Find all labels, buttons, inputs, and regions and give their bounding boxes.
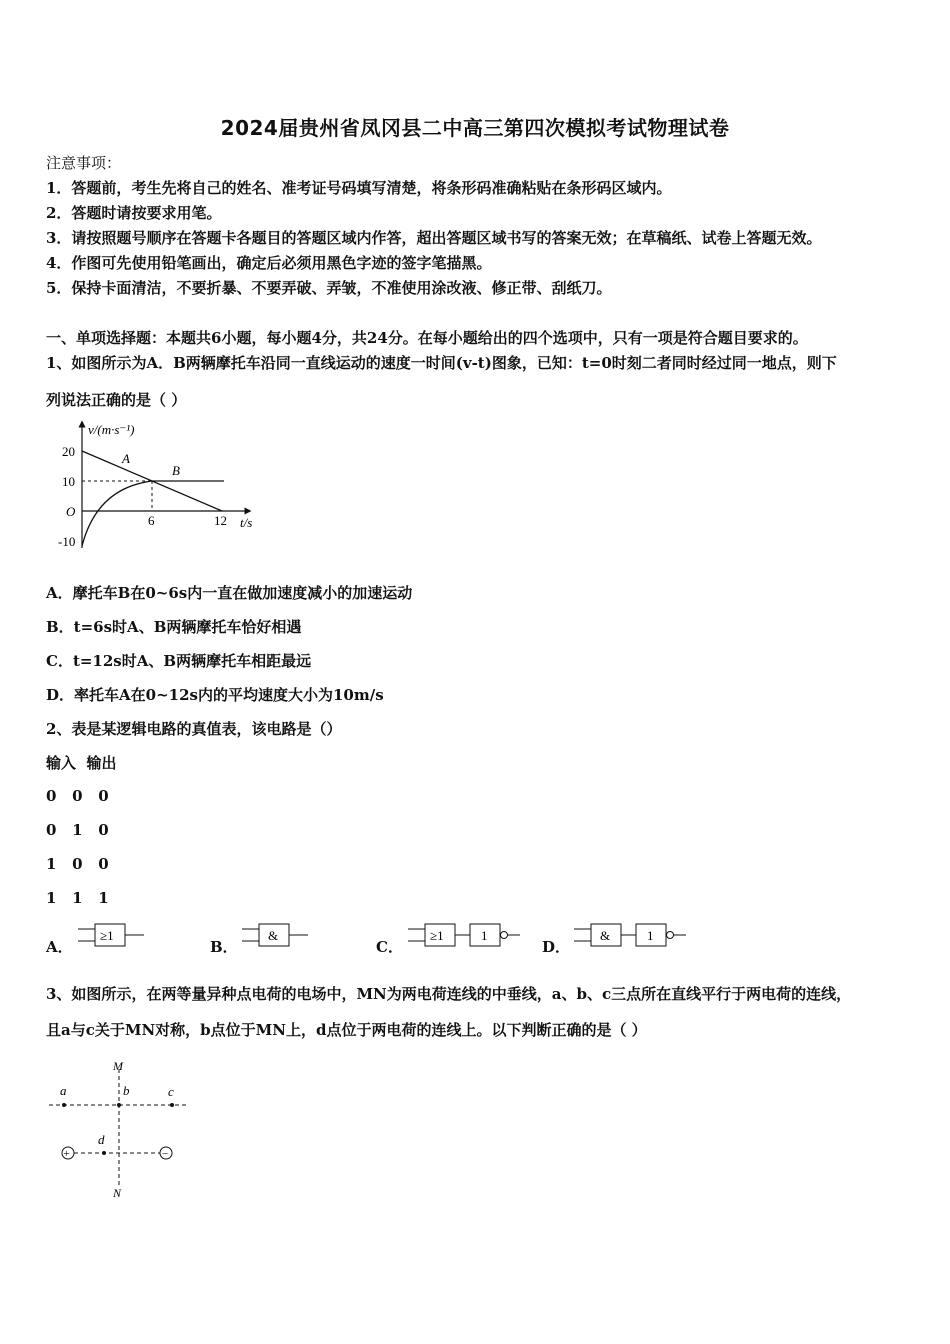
label-a: A <box>122 451 130 466</box>
gate-or-a <box>78 922 150 948</box>
section-heading: 一、单项选择题：本题共6小题，每小题4分，共24分。在每小题给出的四个选项中，只有一项是符合题目要求的。 <box>46 329 808 347</box>
notice-item-1: 1．答题前，考生先将自己的姓名、准考证号码填写清楚，将条形码准确粘贴在条形码区域内。 <box>46 179 672 197</box>
xtick-12: 12 <box>214 513 227 528</box>
notice-item-3: 3．请按照题号顺序在答题卡各题目的答题区域内作答，超出答题区域书写的答案无效；在草稿纸、试卷上答题无效。 <box>46 229 822 247</box>
gate-and-b-symbol: & <box>268 928 279 943</box>
gate-nor-c-symbol: ≥1 <box>430 928 444 943</box>
truth-row-4: 1 1 1 <box>46 889 109 907</box>
gate-nor-c <box>408 922 526 948</box>
label-a: a <box>60 1083 67 1098</box>
notice-item-5: 5．保持卡面清洁，不要折暴、不要弄破、弄皱，不准使用涂改液、修正带、刮纸刀。 <box>46 279 612 297</box>
y-axis-label: v/(m·s⁻¹) <box>88 422 135 437</box>
q1-stem-line2: 列说法正确的是（ ） <box>46 391 187 409</box>
q1-stem-line1: 1、如图所示为A．B两辆摩托车沿同一直线运动的速度一时间(v-t)图象，已知：t=0时刻二者同时经过同一地点，则下 <box>46 354 837 372</box>
gate-nand-d-symbol: & <box>600 928 611 943</box>
gate-and-b <box>242 922 314 948</box>
notice-heading: 注意事项： <box>46 154 122 172</box>
q2-table-header: 输入 输出 <box>46 754 117 772</box>
point-c <box>170 1103 174 1107</box>
q2-choice-c-label: C． <box>376 938 403 956</box>
label-d: d <box>98 1132 105 1147</box>
vt-graph <box>52 418 267 553</box>
q2-stem: 2、表是某逻辑电路的真值表，该电路是（） <box>46 720 342 738</box>
label-b: B <box>172 463 180 478</box>
q2-choice-a-label: A． <box>46 938 73 956</box>
q2-choice-b-label: B． <box>210 938 238 956</box>
page-title: 2024届贵州省凤冈县二中高三第四次模拟考试物理试卷 <box>220 116 730 140</box>
q2-choice-d-label: D． <box>542 938 571 956</box>
minus-sign: − <box>162 1148 169 1160</box>
q1-option-b: B．t=6s时A、B两辆摩托车恰好相遇 <box>46 618 302 636</box>
q1-option-d: D．率托车A在0~12s内的平均速度大小为10m/s <box>46 686 384 704</box>
truth-row-1: 0 0 0 <box>46 787 109 805</box>
gate-or-a-symbol: ≥1 <box>100 928 114 943</box>
label-m: M <box>113 1059 123 1073</box>
xtick-6: 6 <box>148 513 155 528</box>
notice-item-2: 2．答题时请按要求用笔。 <box>46 204 222 222</box>
origin-label: O <box>66 504 76 519</box>
q1-option-a: A．摩托车B在0~6s内一直在做加速度减小的加速运动 <box>46 584 413 602</box>
label-b: b <box>123 1083 130 1098</box>
plus-sign: + <box>63 1148 70 1160</box>
ytick-minus10: -10 <box>58 534 76 549</box>
charge-figure <box>44 1055 194 1205</box>
label-c: c <box>168 1084 174 1099</box>
label-n: N <box>113 1186 122 1200</box>
truth-row-3: 1 0 0 <box>46 855 109 873</box>
truth-row-2: 0 1 0 <box>46 821 109 839</box>
point-b <box>117 1103 121 1107</box>
gate-nand-d-not: 1 <box>647 928 654 943</box>
point-d <box>102 1151 106 1155</box>
gate-nand-d <box>574 922 692 948</box>
q1-option-c: C．t=12s时A、B两辆摩托车相距最远 <box>46 652 312 670</box>
q3-stem-line1: 3、如图所示，在两等量异种点电荷的电场中，MN为两电荷连线的中垂线，a、b、c三点所在直线平行于两电荷的连线， <box>46 985 852 1003</box>
ytick-10: 10 <box>62 474 75 489</box>
ytick-20: 20 <box>62 444 75 459</box>
x-axis-label: t/s <box>240 515 253 530</box>
point-a <box>62 1103 66 1107</box>
q3-stem-line2: 且a与c关于MN对称，b点位于MN上，d点位于两电荷的连线上。以下判断正确的是（ ） <box>46 1021 647 1039</box>
notice-item-4: 4．作图可先使用铅笔画出，确定后必须用黑色字迹的签字笔描黑。 <box>46 254 492 272</box>
gate-nor-c-not: 1 <box>481 928 488 943</box>
